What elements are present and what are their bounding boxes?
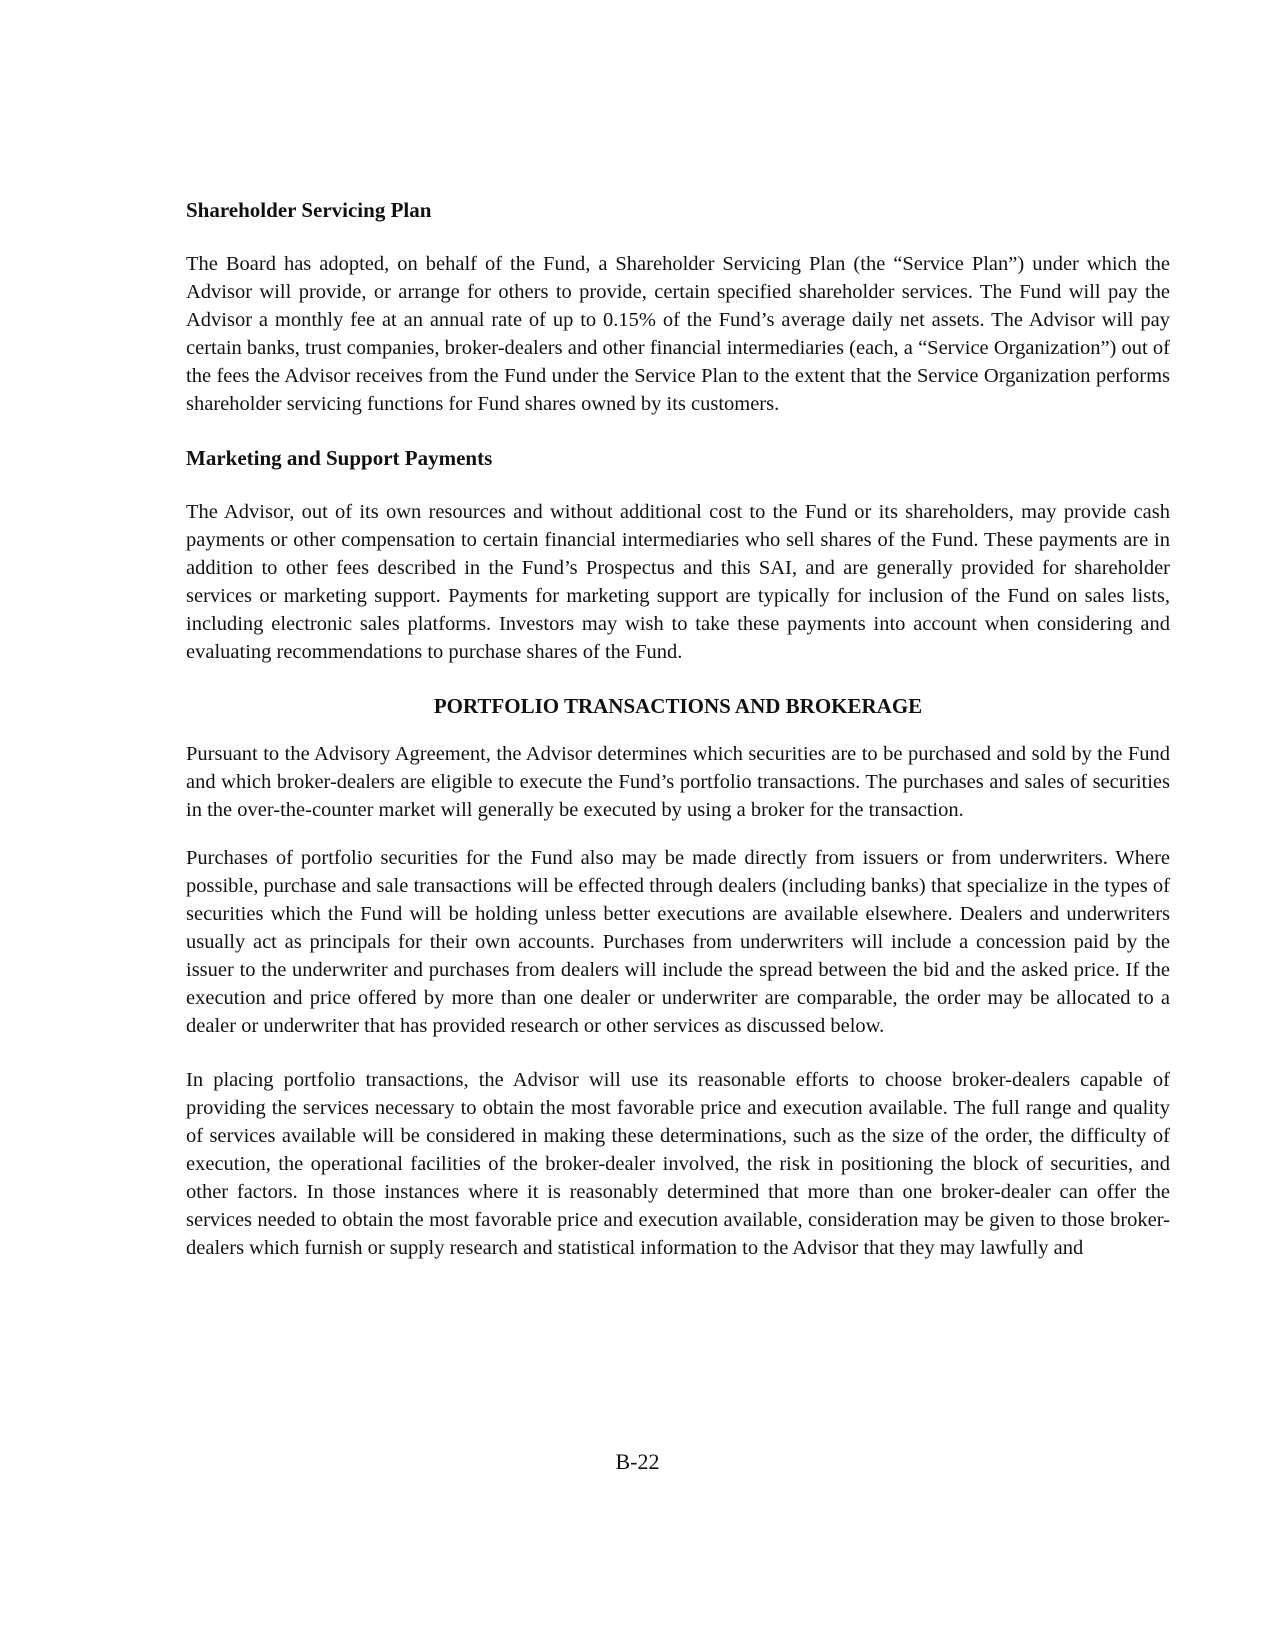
section-heading-marketing: Marketing and Support Payments: [186, 446, 493, 470]
document-page: [186, 196, 1170, 1262]
paragraph-marketing: The Advisor, out of its own resources and without additional cost to the Fund or its shareholders, may provide cash payments or other compensation to certain financial intermediaries who sell shares of the Fund. These payments are in addition to other fees described in the Fund’s Prospectus and this SAI, and are generally provided for shareholder services or marketing support. Payments for marketing support are typically for inclusion of the Fund on sales lists, including electronic sales platforms. Investors may wish to take these payments into account when considering and evaluating recommendations to purchase shares of the Fund.: [186, 501, 1170, 663]
section-heading-service-plan: Shareholder Servicing Plan: [186, 198, 432, 222]
section-heading-portfolio: PORTFOLIO TRANSACTIONS AND BROKERAGE: [433, 694, 923, 718]
paragraph-service-plan: The Board has adopted, on behalf of the Fund, a Shareholder Servicing Plan (the “Service Plan”) under which the Advisor will provide, or arrange for others to provide, certain specified shareholder services. The Fund will pay the Advisor a monthly fee at an annual rate of up to 0.15% of the Fund’s average daily net assets. The Advisor will pay certain banks, trust companies, broker-dealers and other financial intermediaries (each, a “Service Organization”) out of the fees the Advisor receives from the Fund under the Service Plan to the extent that the Service Organization performs shareholder servicing functions for Fund shares owned by its customers.: [186, 253, 1170, 415]
paragraph-portfolio-2: Purchases of portfolio securities for the Fund also may be made directly from issuers or from underwriters. Where possible, purchase and sale transactions will be effected through dealers (including banks) that specialize in the types of securities which the Fund will be holding unless better executions are available elsewhere. Dealers and underwriters usually act as principals for their own accounts. Purchases from underwriters will include a concession paid by the issuer to the underwriter and purchases from dealers will include the spread between the bid and the asked price. If the execution and price offered by more than one dealer or underwriter are comparable, the order may be allocated to a dealer or underwriter that has provided research or other services as discussed below.: [186, 847, 1170, 1037]
paragraph-portfolio-3: In placing portfolio transactions, the Advisor will use its reasonable efforts to choose broker-dealers capable of providing the services necessary to obtain the most favorable price and execution available. The full range and quality of services available will be considered in making these determinations, such as the size of the order, the difficulty of execution, the operational facilities of the broker-dealer involved, the risk in positioning the block of securities, and other factors. In those instances where it is reasonably determined that more than one broker-dealer can offer the services needed to obtain the most favorable price and execution available, consideration may be given to those broker-dealers which furnish or supply research and statistical information to the Advisor that they may lawfully and: [186, 1069, 1170, 1259]
page-number: B-22: [615, 1449, 660, 1474]
paragraph-portfolio-1: Pursuant to the Advisory Agreement, the Advisor determines which securities are to be purchased and sold by the Fund and which broker-dealers are eligible to execute the Fund’s portfolio transactions. The purchases and sales of securities in the over-the-counter market will generally be executed by using a broker for the transaction.: [186, 743, 1170, 821]
